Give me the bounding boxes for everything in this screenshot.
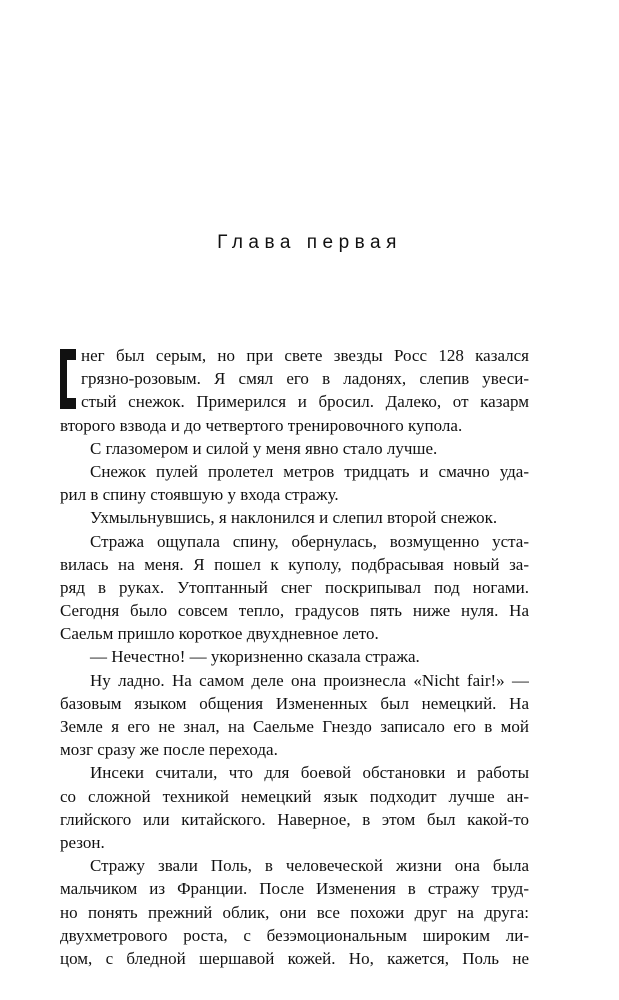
- text-line: стый снежок. Примерился и бросил. Далеко, от казарм: [81, 392, 529, 412]
- text-line: Сегодня было совсем тепло, градусов пять ниже нуля. На: [60, 601, 529, 621]
- text-line: С глазомером и силой у меня явно стало лучше.: [90, 438, 438, 458]
- text-line: вилась на меня. Я пошел к куполу, подбрасывая новый за-: [60, 554, 529, 574]
- text-line: ряд в руках. Утоптанный снег поскрипывал под ногами.: [60, 577, 529, 597]
- chapter-title: Глава первая: [217, 232, 402, 253]
- text-line: Инсеки считали, что для боевой обстановки и работы: [90, 763, 529, 783]
- text-line: со сложной техникой немецкий язык подходит лучше ан-: [60, 786, 529, 806]
- text-line: но понять прежний облик, они все похожи друг на друга:: [60, 902, 529, 922]
- text-line: Снежок пулей пролетел метров тридцать и смачно уда-: [90, 461, 529, 481]
- text-line: Стража ощупала спину, обернулась, возмущенно уста-: [90, 531, 529, 551]
- text-line: глийского или китайского. Наверное, в этом был какой-то: [60, 809, 529, 829]
- drop-cap: [60, 349, 76, 409]
- text-line: Ну ладно. На самом деле она произнесла «Nicht fair!» —: [90, 670, 529, 690]
- body-text: [60, 344, 529, 970]
- text-line: Ухмыльнувшись, я наклонился и слепил второй снежок.: [90, 508, 498, 528]
- text-line: базовым языком общения Измененных был немецкий. На: [60, 693, 529, 713]
- text-line: мальчиком из Франции. После Изменения в стражу труд-: [60, 879, 529, 899]
- text-line: цом, с бледной шершавой кожей. Но, кажется, Поль не: [60, 948, 529, 968]
- text-line: двухметрового роста, с безэмоциональным широким ли-: [60, 925, 529, 945]
- text-line: рил в спину стоявшую у входа стражу.: [60, 485, 339, 505]
- text-line: нег был серым, но при свете звезды Росс 128 казался: [81, 346, 529, 365]
- text-line: грязно-розовым. Я смял его в ладонях, слепив увеси-: [81, 369, 529, 389]
- text-line: Саельм пришло короткое двухдневное лето.: [60, 624, 379, 644]
- text-line: Стражу звали Поль, в человеческой жизни она была: [90, 856, 529, 876]
- text-line: второго взвода и до четвертого тренировочного купола.: [60, 415, 463, 435]
- text-line: Земле я его не знал, на Саельме Гнездо записало его в мой: [60, 717, 529, 736]
- text-line: резон.: [60, 832, 105, 852]
- drop-cap-glyph: [67, 360, 76, 398]
- text-line: — Нечестно! — укоризненно сказала стража.: [90, 647, 420, 667]
- text-line: мозг сразу же после перехода.: [60, 740, 278, 760]
